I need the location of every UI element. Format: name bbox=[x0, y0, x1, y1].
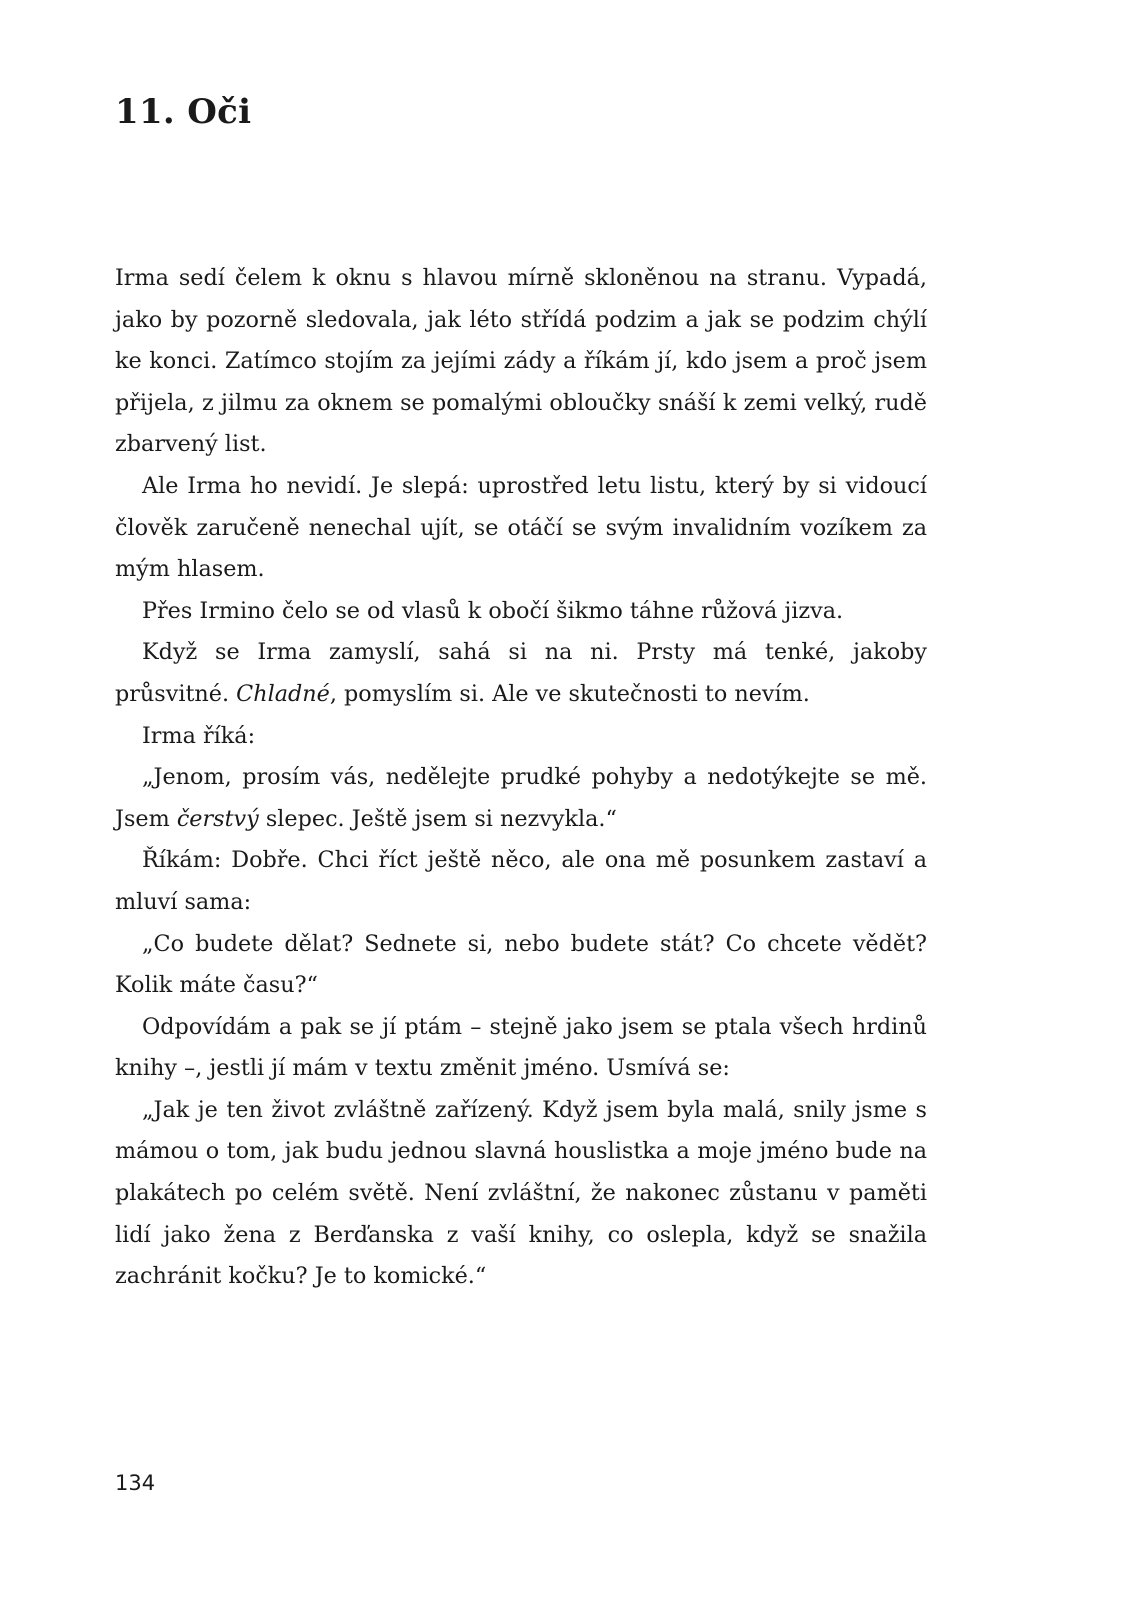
paragraph-text: , pomyslím si. Ale ve skutečnosti to nevím. bbox=[329, 680, 810, 707]
paragraph-text: slepec. Ještě jsem si nezvykla.“ bbox=[258, 805, 617, 832]
chapter-title: 11. Oči bbox=[115, 92, 252, 132]
paragraph: „Jak je ten život zvláštně zařízený. Když jsem byla malá, snily jsme s mámou o tom, jak budu jednou slavná houslistka a moje jméno bude na plakátech po celém světě. Není zvláštní, že nakonec zůstanu v paměti lidí jako žena z Berďanska z vaší knihy, co oslepla, když se snažila zachránit kočku? Je to komické.“ bbox=[115, 1096, 927, 1290]
paragraph: Odpovídám a pak se jí ptám – stejně jako jsem se ptala všech hrdinů knihy –, jestli jí mám v textu změnit jméno. Usmívá se: bbox=[115, 1013, 927, 1082]
italic-word: Chladné bbox=[236, 680, 330, 707]
page-number: 134 bbox=[115, 1471, 156, 1495]
paragraph: Přes Irmino čelo se od vlasů k obočí šikmo táhne růžová jizva. bbox=[142, 597, 844, 624]
paragraph: Říkám: Dobře. Chci říct ještě něco, ale ona mě posunkem zastaví a mluví sama: bbox=[115, 847, 927, 915]
paragraph: „Co budete dělat? Sednete si, nebo budete stát? Co chcete vědět? Kolik máte času?“ bbox=[115, 930, 927, 999]
paragraph bbox=[115, 757, 927, 840]
paragraph: Irma říká: bbox=[142, 722, 256, 749]
paragraph bbox=[115, 632, 927, 715]
paragraph-text: Když se Irma zamyslí, sahá si na ni. Prsty má tenké, jakoby průsvitné. bbox=[115, 639, 927, 707]
paragraph-text: „Jenom, prosím vás, nedělejte prudké pohyby a nedotýkejte se mě. Jsem bbox=[115, 764, 927, 832]
chapter-body bbox=[115, 258, 927, 1298]
paragraph: Irma sedí čelem k oknu s hlavou mírně skloněnou na stranu. Vypadá, jako by pozorně sledovala, jak léto střídá podzim a jak se podzim chýlí ke konci. Zatímco stojím za jejími zády a říkám jí, kdo jsem a proč jsem přijela, z jilmu za oknem se pomalými obloučky snáší k zemi velký, rudě zbarvený list. bbox=[115, 265, 927, 458]
paragraph: Ale Irma ho nevidí. Je slepá: uprostřed letu listu, který by si vidoucí člověk zaručeně nenechal ujít, se otáčí se svým invalidním vozíkem za mým hlasem. bbox=[115, 472, 927, 583]
italic-word: čerstvý bbox=[176, 805, 259, 832]
